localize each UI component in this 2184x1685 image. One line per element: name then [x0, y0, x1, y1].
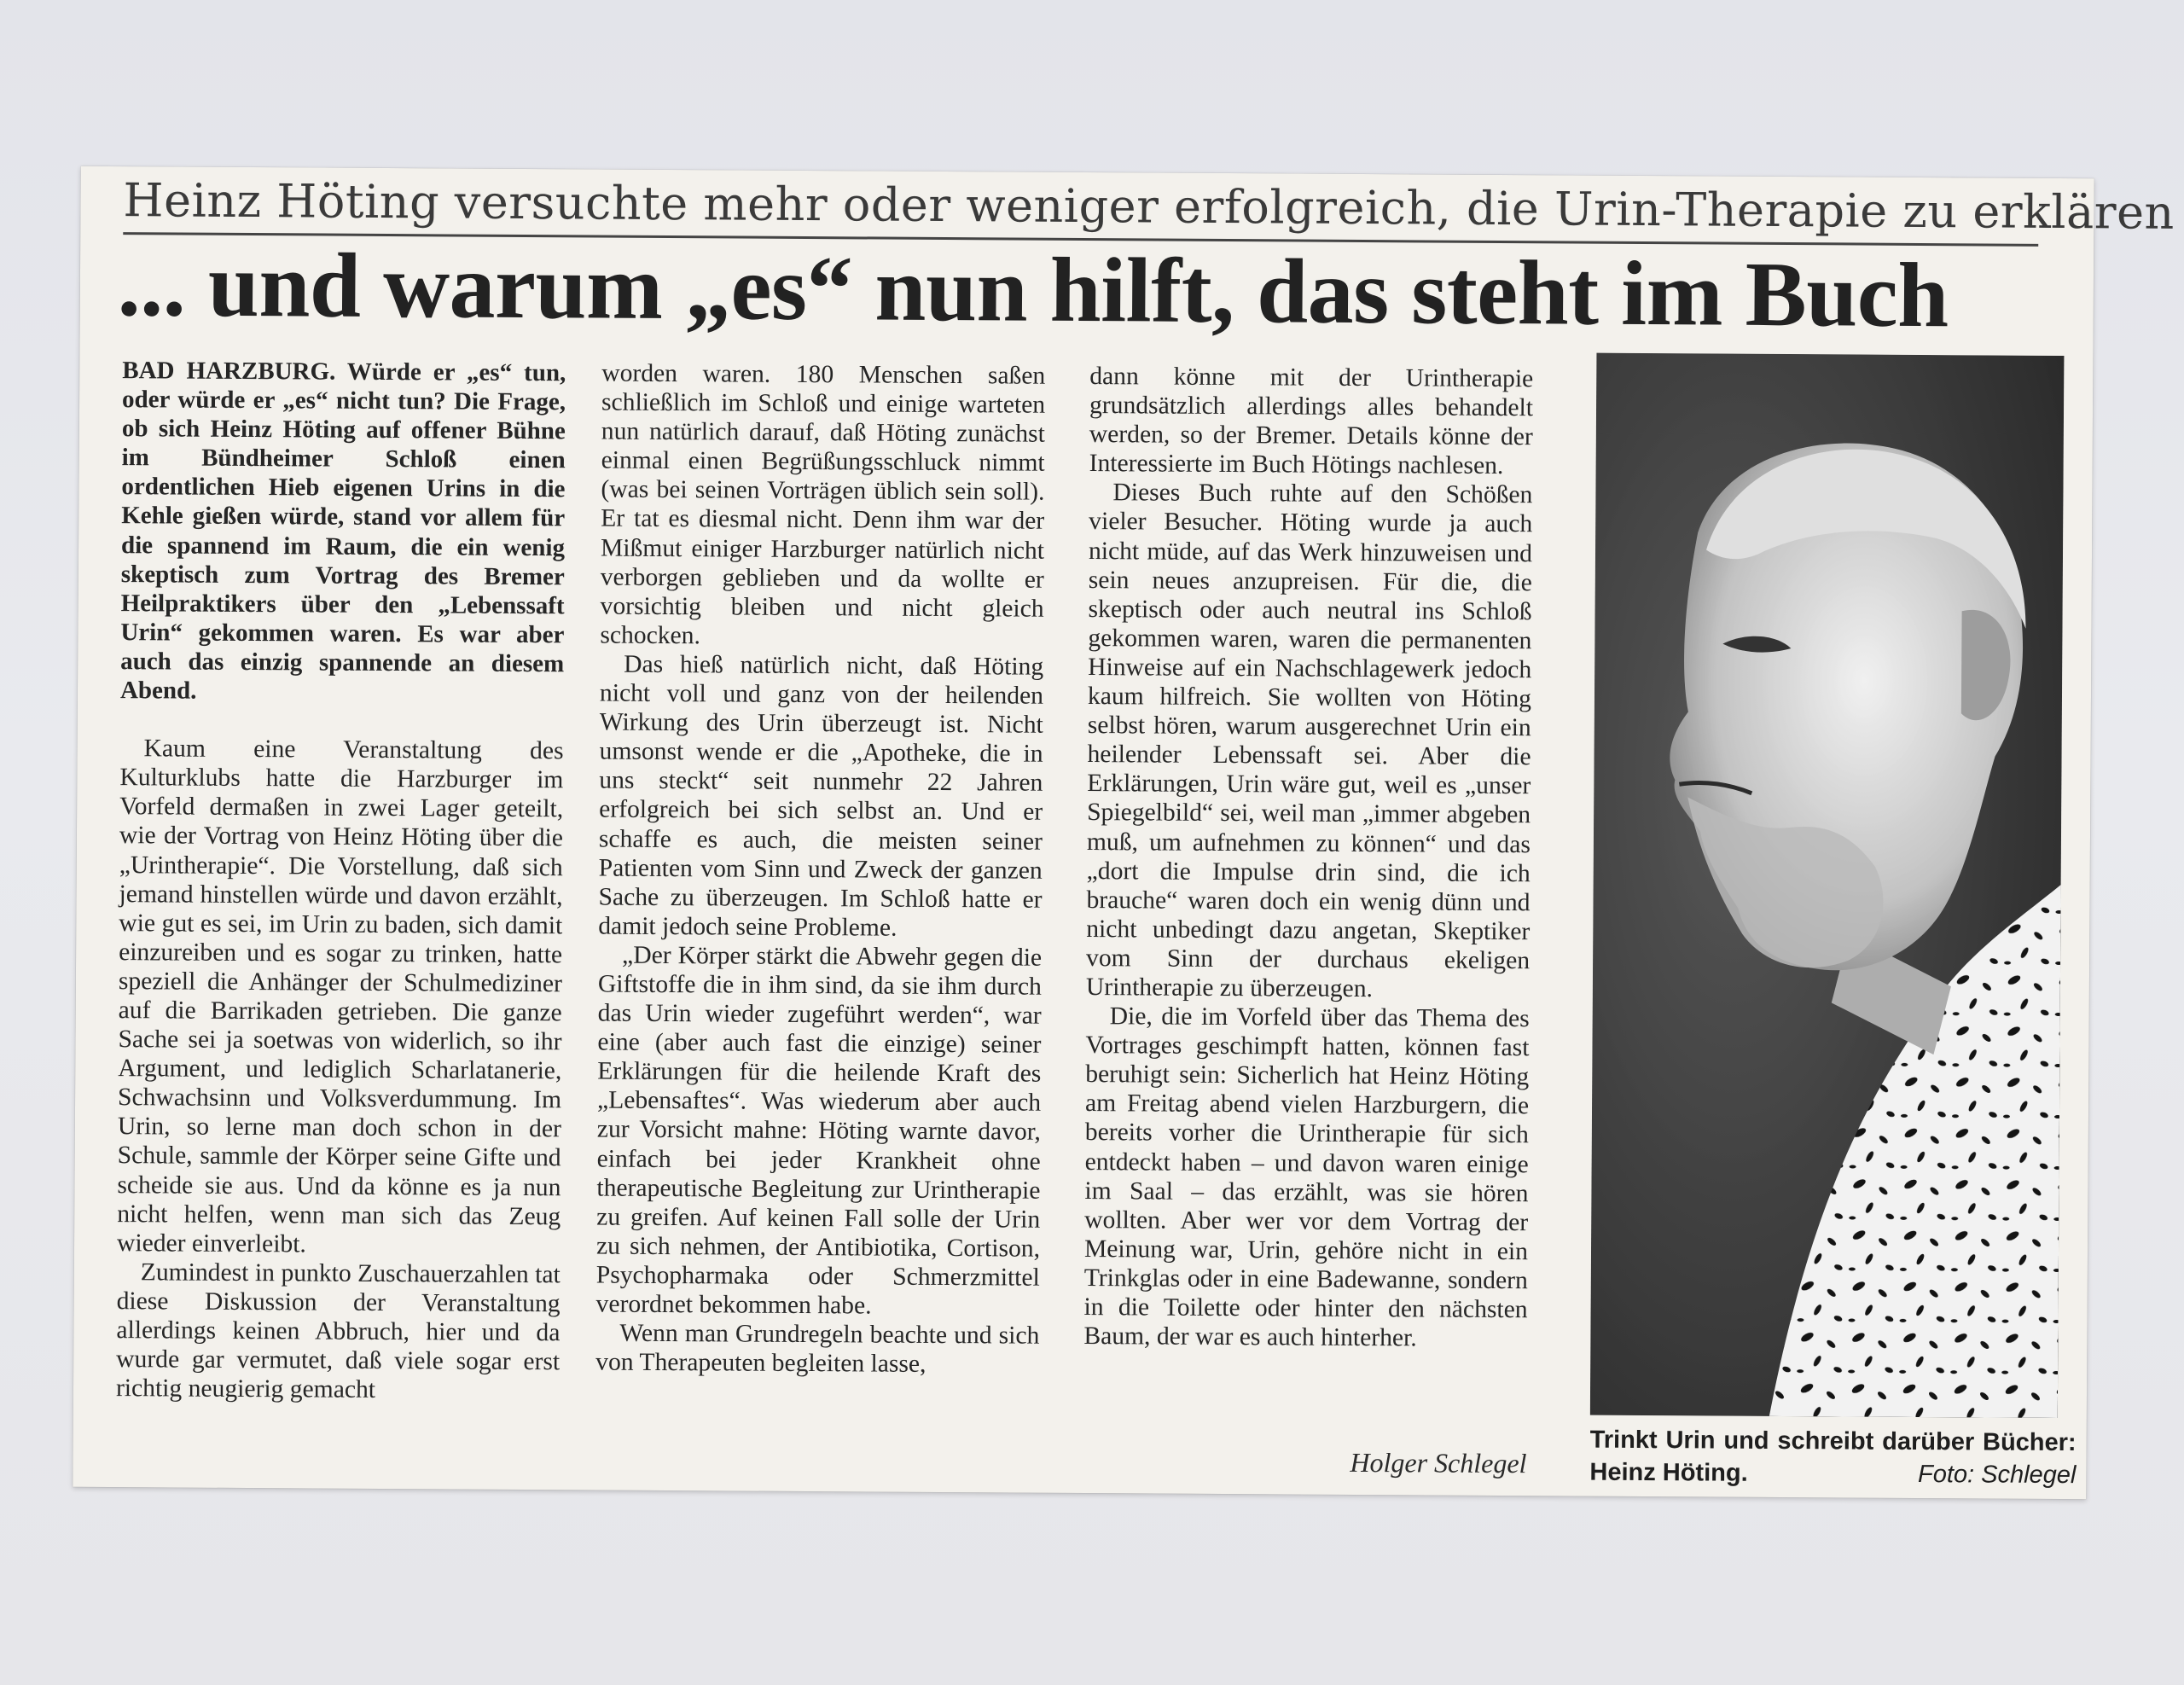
lead-paragraph: BAD HARZBURG. Würde er „es“ tun, oder würde er „es“ nicht tun? Die Frage, ob sich Heinz Höting auf offener Bühne im Bündheimer Schloß einen ordentlichen Hieb eigenen Urins in die Kehle gießen würde, stand vor allem für die spannend im Raum, die ein wenig skeptisch zum Vortrag des Bremer Heilpraktikers über den „Lebenssaft Urin“ gekommen waren. Es war aber auch das einzig spannende an diesem Abend. [119, 357, 566, 705]
portrait-photo-image [1590, 353, 2065, 1418]
newspaper-clipping [73, 166, 2175, 1499]
article-kicker: Heinz Höting versuchte mehr oder weniger erfolgreich, die Urin-Therapie zu erklären [123, 173, 2038, 247]
body-paragraph: Das hieß natürlich nicht, daß Höting nicht voll und ganz von der heilenden Wirkung des Urin überzeugt ist. Nicht umsonst wende er die „Apotheke, die in uns steckt“ seit nunmehr 22 Jahren erfolgreich bei sich selbst an. Und er schaffe es auch, die meisten seiner Patienten vom Sinn und Zweck der ganzen Sache zu überzeugen. Im Schloß hatte er damit jedoch seine Probleme. [598, 650, 1044, 942]
body-paragraph: „Der Körper stärkt die Abwehr gegen die Giftstoffe die in ihm sind, da sie ihm durch das Urin wieder zugeführt werden“, war eine (aber auch fast die einzige) seiner Erklärungen für die heilende Kraft des „Lebensaftes“. Was wiederum aber auch zur Vorsicht mahne: Höting warnte davor, einfach bei jeder Krankheit ohne therapeutische Begleitung zur Urintherapie zu greifen. Auf keinen Fall solle der Urin zu sich nehmen, der Antibiotika, Cortison, Psychopharmaka oder Schmerzmittel verordnet bekommen habe. [595, 941, 1043, 1320]
body-paragraph: Zumindest in punkto Zuschauerzahlen tat diese Diskussion der Veranstaltung allerdings keinen Abbruch, hier und da wurde gar vermutet, daß viele sogar erst richtig neugierig gemacht [115, 1258, 561, 1404]
photo-credit: Foto: Schlegel [1917, 1460, 2077, 1490]
body-paragraph: Die, die im Vorfeld über das Thema des Vortrages geschimpft hatten, können fast beruhigt sein: Sicherlich hat Heinz Höting am Freitag abend vielen Harzburgern, die bereits vorher die Urintherapie für sich entdeckt haben – und davon waren einige im Saal – das erzählt, was sie hören wollten. Aber wer vor dem Vortrag der Meinung war, Urin, gehöre nicht in ein Trinkglas oder in eine Badewanne, sondern in die Toilette oder hinter den nächsten Baum, der war es auch hinterher. [1083, 1002, 1530, 1352]
portrait-photo [1590, 353, 2065, 1418]
article-column-3 [1083, 362, 1533, 1353]
photo-caption [1589, 1424, 2076, 1491]
body-paragraph: worden waren. 180 Menschen saßen schließlich im Schloß und einige warteten nun natürlich darauf, daß Höting zunächst einmal einen Begrüßungsschluck nimmt (was bei seinen Vorträgen üblich sein soll). Er tat es diesmal nicht. Denn ihm war der Mißmut einiger Harzburger natürlich nicht verborgen geblieben und da wollte er vorsichtig bleiben und nicht gleich schocken. [600, 359, 1046, 650]
caption-text: Trinkt Urin und schreibt darüber Bücher: Heinz Höting. [1589, 1426, 2077, 1487]
article-headline: ... und warum „es“ nun hilft, das steht im Buch [117, 234, 1949, 347]
article-column-2 [595, 359, 1045, 1380]
body-paragraph: Dieses Buch ruhte auf den Schößen vieler Besucher. Höting wurde ja auch nicht müde, auf das Werk hinzuweisen und sein neues anzupreisen. Für die, die skeptisch oder auch neutral ins Schloß gekommen waren, waren die permanenten Hinweise auf ein Nachschlagewerk jedoch kaum hilfreich. Sie wollten von Höting selbst hören, warum ausgerechnet Urin ein heilender Lebenssaft sei. Aber die Erklärungen, Urin wäre gut, weil es „unser Spiegelbild“ sei, weil man „immer abgeben muß, um aufnehmen zu können“ und das „dort die Impulse drin sind, die ich brauche“ waren doch ein wenig dünn und nicht unbedingt dazu angetan, Skeptiker vom Sinn der durchaus ekeligen Urintherapie zu überzeugen. [1085, 479, 1533, 1003]
body-paragraph: dann könne mit der Urintherapie grundsätzlich allerdings alles behandelt werden, so der Bremer. Details könne der Interessierte im Buch Hötings nachlesen. [1089, 363, 1534, 480]
article-column-1 [116, 356, 566, 1405]
body-paragraph: Kaum eine Veranstaltung des Kulturklubs hatte die Harzburger im Vorfeld dermaßen in zwei Lager geteilt, wie der Vortrag von Heinz Höting über die „Urintherapie“. Die Vorstellung, daß sich jemand hinstellen würde und davon erzählt, wie gut es sei, im Urin zu baden, sich damit einzureiben und es sogar zu trinken, hatte speziell die Anhänger der Schulmediziner auf die Barrikaden getrieben. Die ganze Sache sei ja soetwas von widerlich, so ihr Argument, und lediglich Scharlatanerie, Schwachsinn und Volksverdummung. Im Urin, so lerne man doch schon in der Schule, sammle der Körper seine Gifte und scheide sie aus. Und da könne es ja nun nicht helfen, wenn man sich das Zeug wieder einverleibt. [116, 735, 564, 1258]
author-byline: Holger Schlegel [1350, 1446, 1527, 1479]
body-paragraph: Wenn man Grundregeln beachte und sich von Therapeuten begleiten lasse, [595, 1319, 1040, 1379]
